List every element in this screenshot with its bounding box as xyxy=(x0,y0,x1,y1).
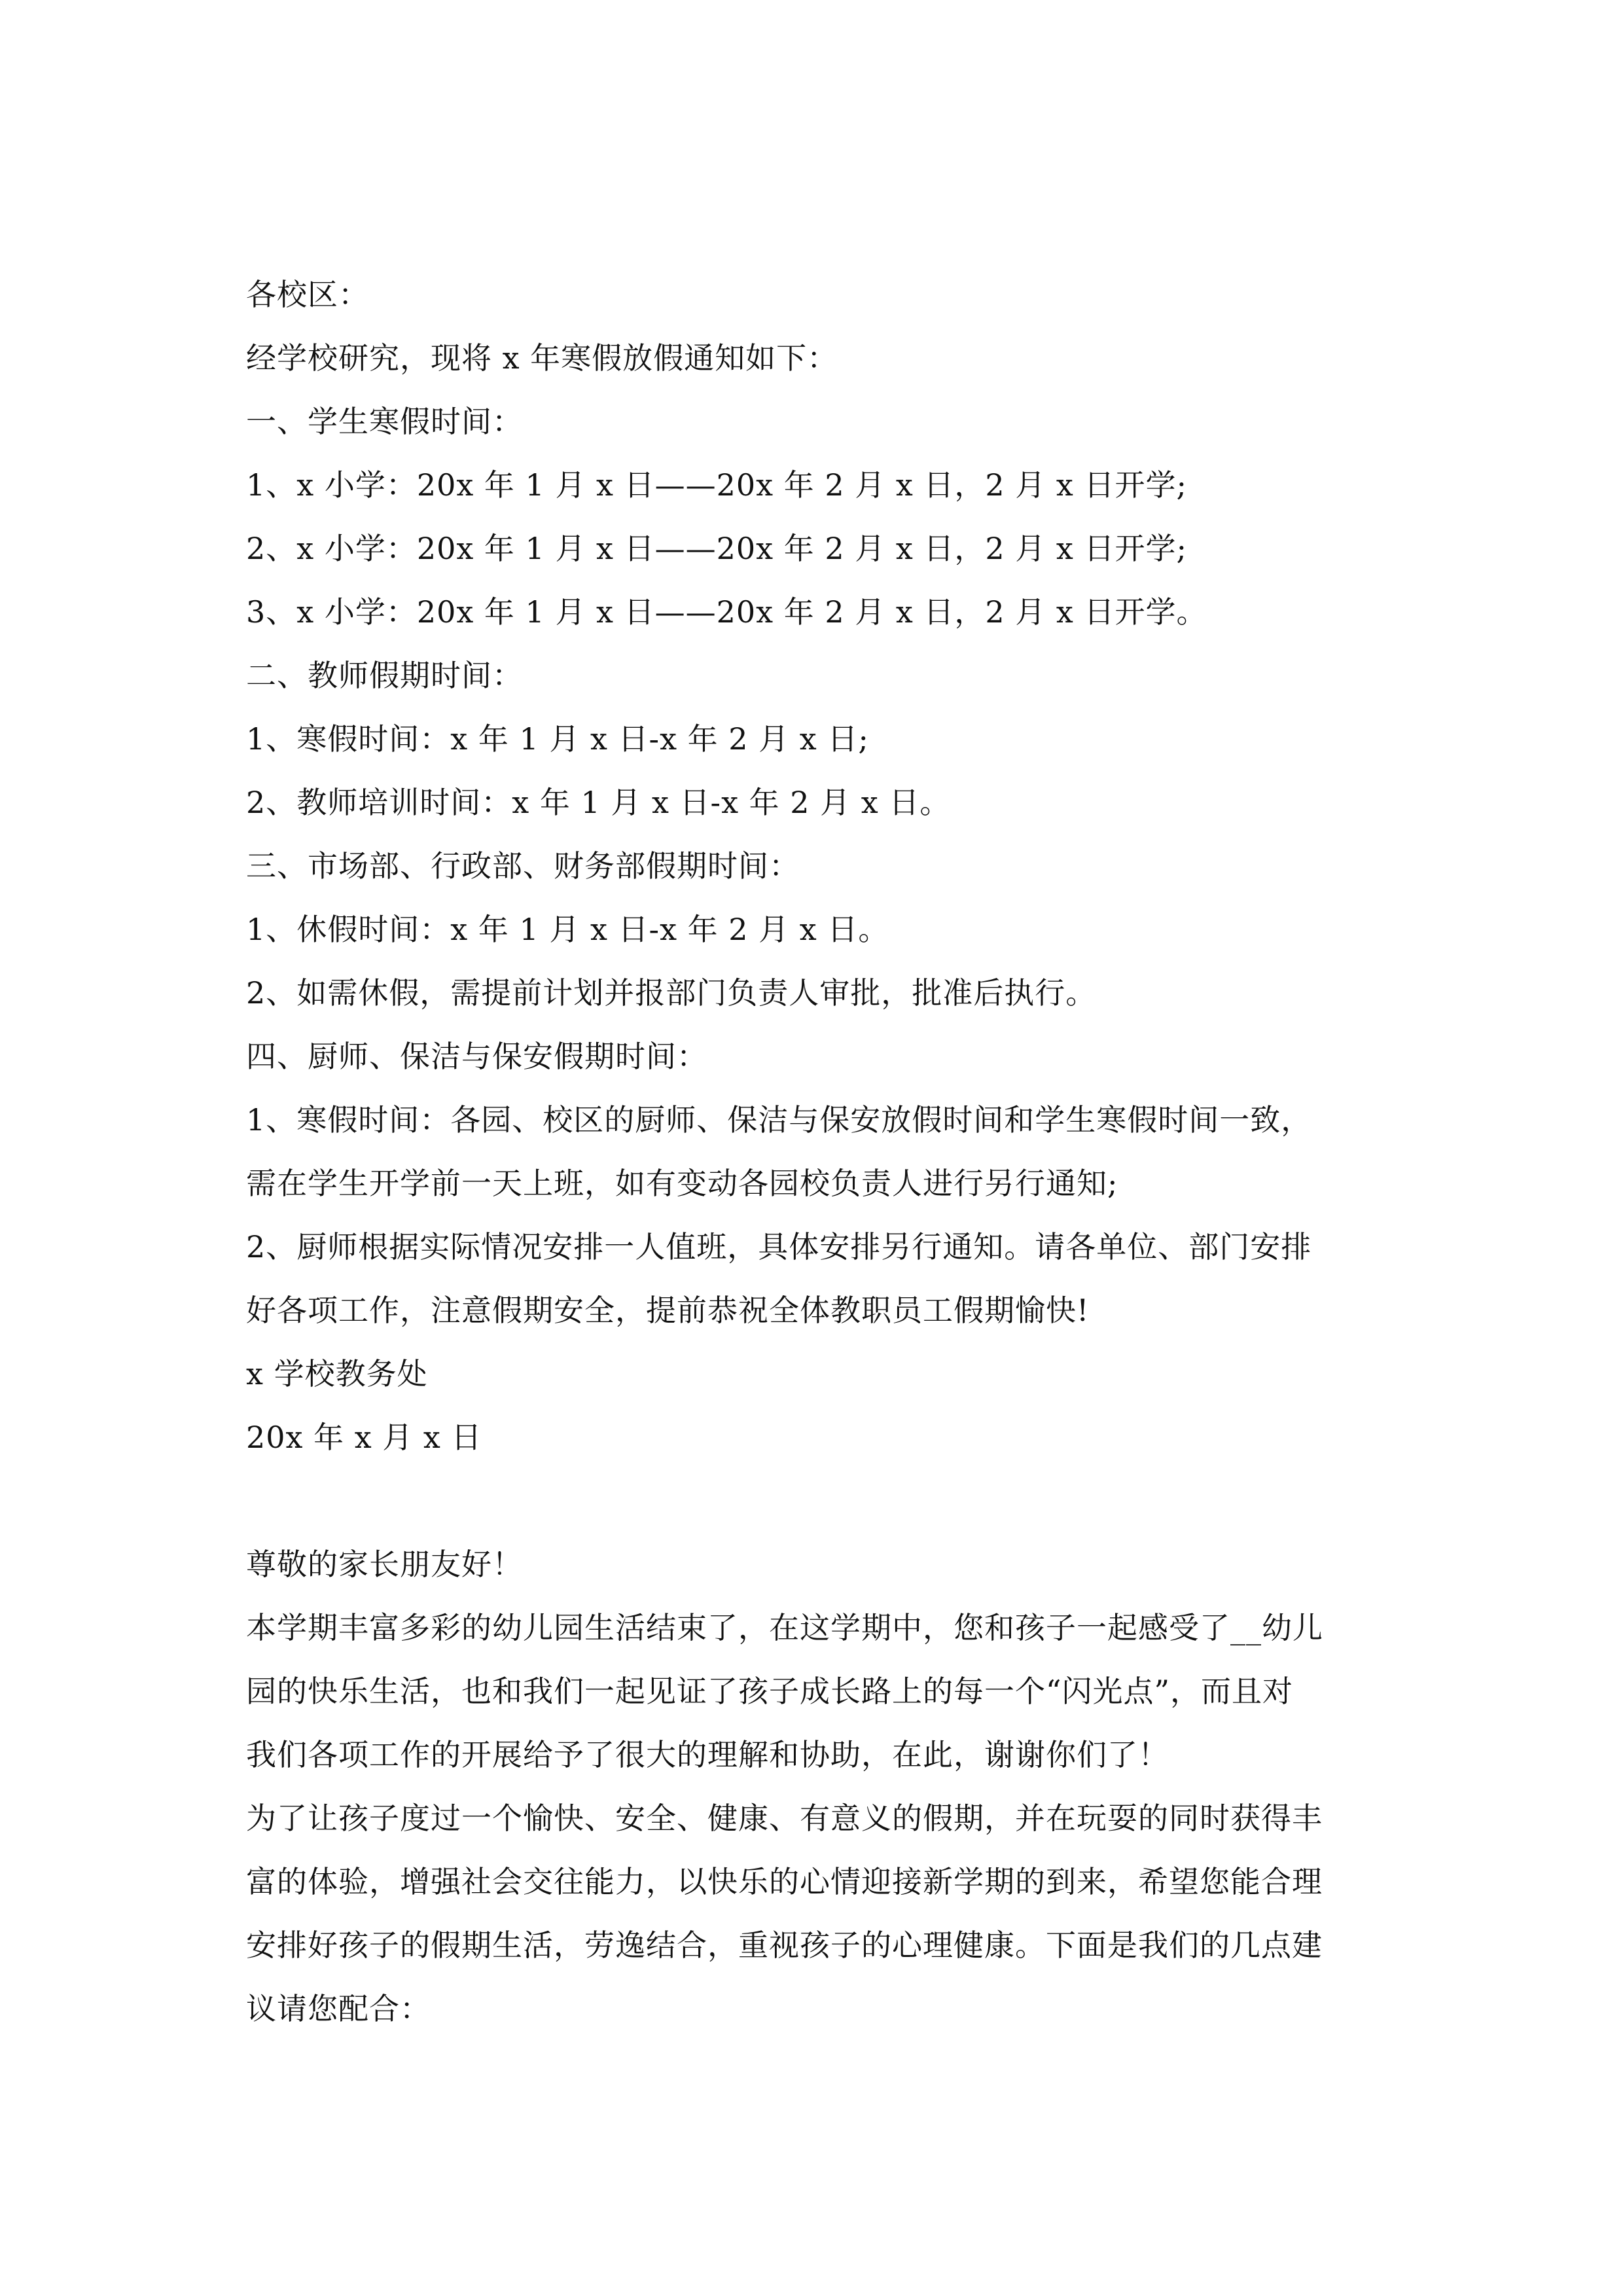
section-2-title: 二、教师假期时间： xyxy=(246,658,523,693)
letter-salutation: 尊敬的家长朋友好！ xyxy=(246,1547,523,1582)
section-2-item: 1、寒假时间：x 年 1 月 x 日-x 年 2 月 x 日; xyxy=(246,721,869,757)
document-body xyxy=(246,263,1385,2041)
notice-signature: x 学校教务处 xyxy=(246,1356,428,1391)
section-1-title: 一、学生寒假时间： xyxy=(246,404,523,439)
notice-salutation: 各校区： xyxy=(246,277,369,312)
section-1-item: 1、x 小学：20x 年 1 月 x 日——20x 年 2 月 x 日，2 月 x 日开学; xyxy=(246,467,1187,503)
section-4-item-2-line-2: 好各项工作，注意假期安全，提前恭祝全体教职员工假期愉快! xyxy=(246,1293,1090,1328)
letter-paragraph-2-line-3: 安排好孩子的假期生活，劳逸结合，重视孩子的心理健康。下面是我们的几点建 xyxy=(246,1928,1323,1963)
section-3-item: 2、如需休假，需提前计划并报部门负责人审批，批准后执行。 xyxy=(246,975,1097,1011)
section-4-item-2-line-1: 2、厨师根据实际情况安排一人值班，具体安排另行通知。请各单位、部门安排 xyxy=(246,1229,1312,1265)
letter-paragraph-2-line-4: 议请您配合： xyxy=(246,1991,431,2026)
section-1-item: 2、x 小学：20x 年 1 月 x 日——20x 年 2 月 x 日，2 月 x 日开学; xyxy=(246,531,1187,566)
notice-date: 20x 年 x 月 x 日 xyxy=(246,1420,482,1455)
section-1-item: 3、x 小学：20x 年 1 月 x 日——20x 年 2 月 x 日，2 月 x 日开学。 xyxy=(246,594,1207,630)
section-2-item: 2、教师培训时间：x 年 1 月 x 日-x 年 2 月 x 日。 xyxy=(246,785,951,820)
section-3-title: 三、市场部、行政部、财务部假期时间： xyxy=(246,848,800,884)
notice-intro: 经学校研究，现将 x 年寒假放假通知如下： xyxy=(246,340,838,376)
letter-paragraph-1-line-3: 我们各项工作的开展给予了很大的理解和协助，在此，谢谢你们了！ xyxy=(246,1737,1169,1772)
section-4-title: 四、厨师、保洁与保安假期时间： xyxy=(246,1039,707,1074)
section-3-item: 1、休假时间：x 年 1 月 x 日-x 年 2 月 x 日。 xyxy=(246,912,889,947)
letter-paragraph-2-line-1: 为了让孩子度过一个愉快、安全、健康、有意义的假期，并在玩耍的同时获得丰 xyxy=(246,1801,1323,1836)
letter-paragraph-2-line-2: 富的体验，增强社会交往能力，以快乐的心情迎接新学期的到来，希望您能合理 xyxy=(246,1864,1323,1899)
section-4-item-1-line-2: 需在学生开学前一天上班，如有变动各园校负责人进行另行通知; xyxy=(246,1166,1118,1201)
letter-paragraph-1-line-2: 园的快乐生活，也和我们一起见证了孩子成长路上的每一个“闪光点”，而且对 xyxy=(246,1674,1294,1709)
letter-paragraph-1-line-1: 本学期丰富多彩的幼儿园生活结束了，在这学期中，您和孩子一起感受了__幼儿 xyxy=(246,1610,1323,1645)
section-4-item-1-line-1: 1、寒假时间：各园、校区的厨师、保洁与保安放假时间和学生寒假时间一致， xyxy=(246,1102,1312,1138)
